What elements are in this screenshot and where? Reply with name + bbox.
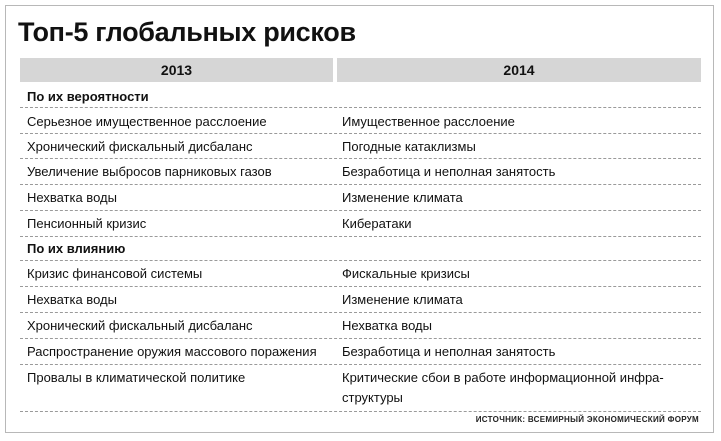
row-divider [20,286,701,287]
column-header-2013: 2013 [20,58,333,82]
row-divider [20,236,701,237]
table-cell-2014: Безработица и неполная занятость [342,164,556,179]
table-cell-2013: Пенсионный кризис [27,216,147,231]
source-note: ИСТОЧНИК: ВСЕМИРНЫЙ ЭКОНОМИЧЕСКИЙ ФОРУМ [475,415,699,424]
table-cell-2013: Распространение оружия массового поражения [27,344,317,359]
row-divider [20,338,701,339]
page-title: Топ-5 глобальных рисков [18,17,356,47]
table-cell-2014: Нехватка воды [342,318,432,333]
table-cell-2013: Нехватка воды [27,292,117,307]
table-cell-2014: Безработица и неполная занятость [342,344,556,359]
table-cell-2014: Критические сбои в работе информационной инфра- структуры [342,370,664,405]
table-cell-2014: Изменение климата [342,190,463,205]
row-divider [20,364,701,365]
table-cell-2014: Кибератаки [342,216,412,231]
table-cell-2014: Фискальные кризисы [342,266,470,281]
row-divider [20,133,701,134]
table-cell-2013: Серьезное имущественное расслоение [27,114,267,129]
column-header-2014: 2014 [337,58,701,82]
table-cell-2013: Хронический фискальный дисбаланс [27,318,253,333]
table-cell-2013: Увеличение выбросов парниковых газов [27,164,272,179]
table-cell-2013: Хронический фискальный дисбаланс [27,139,253,154]
table-cell-2013: Кризис финансовой системы [27,266,203,281]
row-divider [20,210,701,211]
row-divider [20,184,701,185]
table-cell-2014: Изменение климата [342,292,463,307]
section-label-impact: По их влиянию [27,241,126,256]
row-divider [20,158,701,159]
table-cell-2014: Погодные катаклизмы [342,139,476,154]
table-cell-2013: Провалы в климатической политике [27,370,246,385]
table-cell-2014: Имущественное расслоение [342,114,515,129]
table-cell-2013: Нехватка воды [27,190,117,205]
row-divider [20,411,701,412]
section-label-probability: По их вероятности [27,89,149,104]
row-divider [20,260,701,261]
row-divider [20,312,701,313]
row-divider [20,107,701,108]
